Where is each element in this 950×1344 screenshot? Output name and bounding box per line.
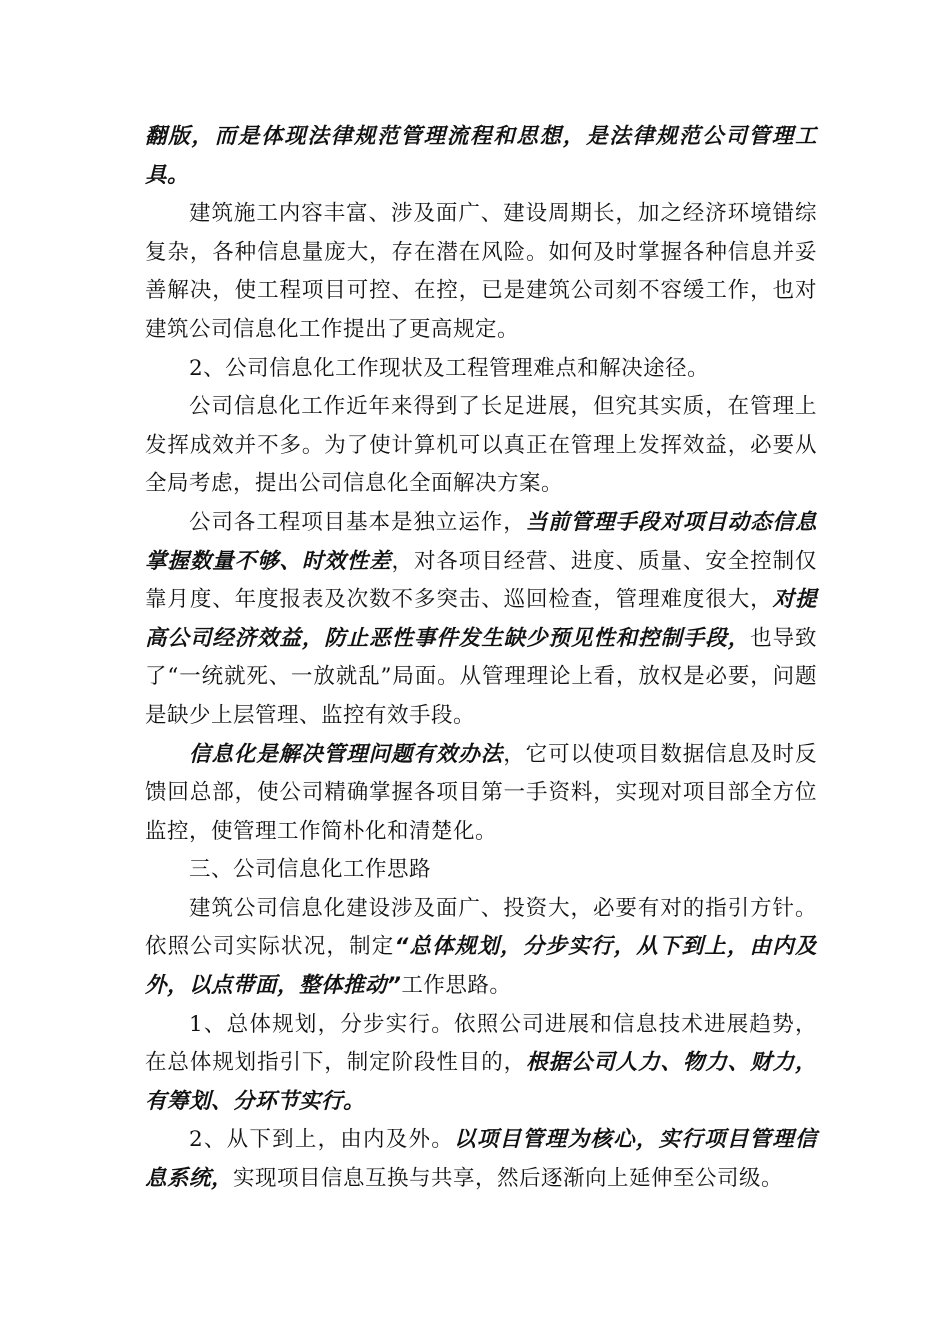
body-text: 公司各工程项目基本是独立运作，	[189, 509, 526, 535]
body-text: ，它可以使项目数据信息及时反馈回总部，使公司精确掌握各项目第一手资料，实现对项目部全方位监控，使管理工作简朴化和清楚化。	[145, 741, 817, 844]
bold-text: 信息化是解决管理问题有效办法	[189, 741, 504, 767]
body-text: ，对各项目经营、进度、质量、安全控制仅靠月度、年度报表及次数不多突击、巡回检查，管理难度很大，	[145, 548, 817, 613]
body-text: 1、总体规划，分步实行。依照公司进展和信息技术进展趋势，在总体规划指引下，制定阶段性目的，	[145, 1011, 817, 1076]
bold-text: 翻版，而是体现法律规范管理流程和思想，是法律规范公司管理工具。	[145, 124, 817, 188]
paragraph	[145, 504, 817, 736]
paragraph	[145, 388, 817, 504]
paragraph	[145, 195, 817, 349]
section-heading	[145, 350, 817, 389]
body-text: 工作思路。	[401, 973, 512, 999]
section-heading	[145, 851, 817, 890]
bold-text: 以项目管理为核心，实行项目管理信息系统，	[145, 1127, 817, 1192]
body-text: 也导致了“一统就死、一放就乱”局面。从管理理论上看，放权是必要，问题是缺少上层管理、监控有效手段。	[145, 625, 817, 728]
body-text: 建筑公司信息化建设涉及面广、投资大，必要有对的指引方针。依照公司实际状况，制定	[145, 895, 817, 960]
bold-text: 对提高公司经济效益，防止恶性事件发生缺少预见性和控制手段，	[145, 587, 817, 651]
paragraph	[145, 736, 817, 852]
heading-text: 三、公司信息化工作思路	[189, 857, 432, 883]
paragraph-continuation	[145, 118, 817, 195]
document-body	[145, 118, 817, 1199]
bold-text: 当前管理手段对项目动态信息掌握数量不够、时效性差	[145, 509, 817, 574]
bold-text: 根据公司人力、物力、财力，有筹划、分环节实行。	[145, 1050, 817, 1114]
paragraph	[145, 1006, 817, 1122]
body-text: 公司信息化工作近年来得到了长足进展，但究其实质，在管理上发挥成效并不多。为了使计算机可以真正在管理上发挥效益，必要从全局考虑，提出公司信息化全面解决方案。	[145, 394, 817, 497]
body-text: 实现项目信息互换与共享，然后逐渐向上延伸至公司级。	[233, 1166, 784, 1192]
bold-text: “总体规划，分步实行，从下到上，由内及外，以点带面，整体推动”	[145, 934, 817, 999]
paragraph	[145, 890, 817, 1006]
body-text: 2、从下到上，由内及外。	[189, 1127, 454, 1153]
heading-text: 2、公司信息化工作现状及工程管理难点和解决途径。	[189, 355, 710, 381]
body-text: 建筑施工内容丰富、涉及面广、建设周期长，加之经济环境错综复杂，各种信息量庞大，存在潜在风险。如何及时掌握各种信息并妥善解决，使工程项目可控、在控，已是建筑公司刻不容缓工作，也对建筑公司信息化工作提出了更高规定。	[145, 201, 817, 342]
paragraph	[145, 1121, 817, 1198]
